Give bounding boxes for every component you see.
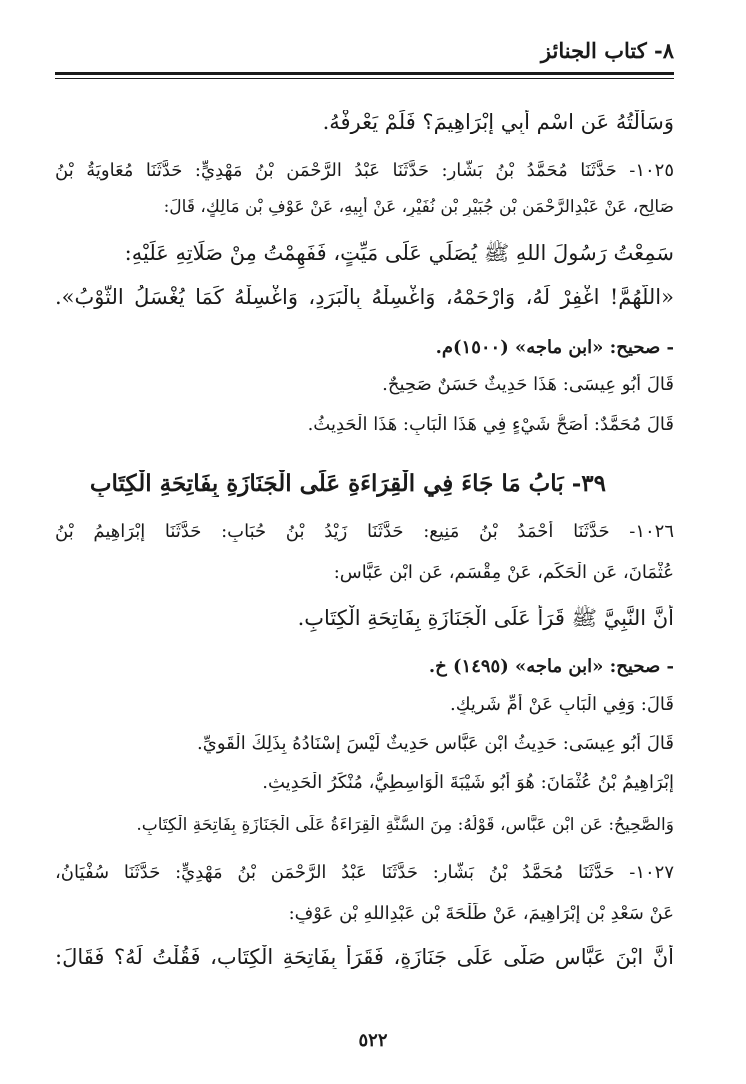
comment-line-1: قَالَ أَبُو عِيسَى: هَذَا حَدِيثٌ حَسَنٌ صَحِيحٌ. bbox=[382, 374, 674, 395]
hadith-1027-line-1: ١٠٢٧- حَدَّثَنَا مُحَمَّدُ بْنُ بَشَّارٍ: حَدَّثَنَا عَبْدُ الرَّحْمَنِ بْنُ مَهْدِيٍّ: حَدَّثَنَا سُفْيَانُ، bbox=[55, 862, 674, 883]
chapter-heading-39: ٣٩- بَابُ مَا جَاءَ فِي الْقِرَاءَةِ عَلَى الْجَنَازَةِ بِفَاتِحَةِ الْكِتَابِ bbox=[89, 470, 606, 497]
hadith-1027-matn: أَنَّ ابْنَ عَبَّاسٍ صَلَّى عَلَى جَنَازَةٍ، فَقَرَأَ بِفَاتِحَةِ الْكِتَابِ، فَقُلْتُ لَهُ؟ فَقَالَ: bbox=[55, 945, 674, 969]
comment-line-4: قَالَ أَبُو عِيسَى: حَدِيثُ ابْنِ عَبَّاسٍ حَدِيثٌ لَيْسَ إِسْنَادُهُ بِذَلِكَ الْقَوِيِّ. bbox=[197, 733, 674, 754]
comment-line-2: قَالَ مُحَمَّدٌ: أَصَحُّ شَيْءٍ فِي هَذَا الْبَابِ: هَذَا الْحَدِيثُ. bbox=[307, 414, 674, 435]
running-header bbox=[55, 38, 674, 68]
grading-1025: - صحيح: «ابن ماجه» (١٥٠٠)م. bbox=[435, 337, 674, 358]
header-rule-thick bbox=[55, 72, 674, 75]
chapter-running-title: ٨- كتاب الجنائز bbox=[540, 38, 674, 63]
grading-1026: - صحيح: «ابن ماجه» (١٤٩٥) خ. bbox=[428, 656, 674, 677]
header-rule-thin bbox=[55, 78, 674, 79]
hadith-1025-line-2: صَالِحٍ، عَنْ عَبْدِالرَّحْمَنِ بْنِ جُبَيْرِ بْنِ نُفَيْرٍ، عَنْ أَبِيهِ، عَنْ عَوْفِ بْنِ مَالِكٍ، قَالَ: bbox=[163, 197, 674, 217]
hadith-1027-line-2: عَنْ سَعْدِ بْنِ إِبْرَاهِيمَ، عَنْ طَلْحَةَ بْنِ عَبْدِاللهِ بْنِ عَوْفٍ: bbox=[288, 903, 674, 924]
hadith-1025-matn-line-1: سَمِعْتُ رَسُولَ اللهِ ﷺ يُصَلِّي عَلَى مَيِّتٍ، فَفَهِمْتُ مِنْ صَلَاتِهِ عَلَيْهِ: bbox=[124, 241, 674, 265]
page-number: ٥٢٢ bbox=[358, 1030, 388, 1051]
comment-line-5: إِبْرَاهِيمُ بْنُ عُثْمَانَ: هُوَ أَبُو شَيْبَةَ الْوَاسِطِيُّ، مُنْكَرُ الْحَدِيثِ. bbox=[262, 772, 674, 793]
hadith-1026-line-2: عُثْمَانَ، عَنِ الْحَكَمِ، عَنْ مِقْسَمٍ، عَنِ ابْنِ عَبَّاسٍ: bbox=[333, 562, 674, 583]
hadith-1025-line-1: ١٠٢٥- حَدَّثَنَا مُحَمَّدُ بْنُ بَشَّارٍ: حَدَّثَنَا عَبْدُ الرَّحْمَنِ بْنُ مَهْدِيٍّ: حَدَّثَنَا مُعَاوِيَةُ بْنُ bbox=[55, 160, 674, 181]
hadith-1026-line-1: ١٠٢٦- حَدَّثَنَا أَحْمَدُ بْنُ مَنِيعٍ: حَدَّثَنَا زَيْدُ بْنُ حُبَابٍ: حَدَّثَنَا إِبْرَاهِيمُ بْنُ bbox=[55, 521, 674, 542]
text-line-1: وَسَأَلْتُهُ عَنِ اسْمِ أَبِي إِبْرَاهِيمَ؟ فَلَمْ يَعْرِفْهُ. bbox=[322, 110, 674, 134]
comment-line-6: وَالصَّحِيحُ: عَنِ ابْنِ عَبَّاسٍ، قَوْلُهُ: مِنَ السُّنَّةِ الْقِرَاءَةُ عَلَى الْجَنَازَةِ بِفَاتِحَةِ الْكِتَابِ. bbox=[136, 815, 674, 835]
comment-line-3: قَالَ: وَفِي الْبَابِ عَنْ أُمِّ شَرِيكٍ. bbox=[450, 694, 674, 715]
hadith-1026-matn: أَنَّ النَّبِيَّ ﷺ قَرَأَ عَلَى الْجَنَازَةِ بِفَاتِحَةِ الْكِتَابِ. bbox=[297, 606, 674, 630]
hadith-1025-matn-line-2: «اللَّهُمَّ! اغْفِرْ لَهُ، وَارْحَمْهُ، وَاغْسِلْهُ بِالْبَرَدِ، وَاغْسِلْهُ كَمَا يُغْسَلُ الثَّوْبُ». bbox=[55, 285, 674, 309]
